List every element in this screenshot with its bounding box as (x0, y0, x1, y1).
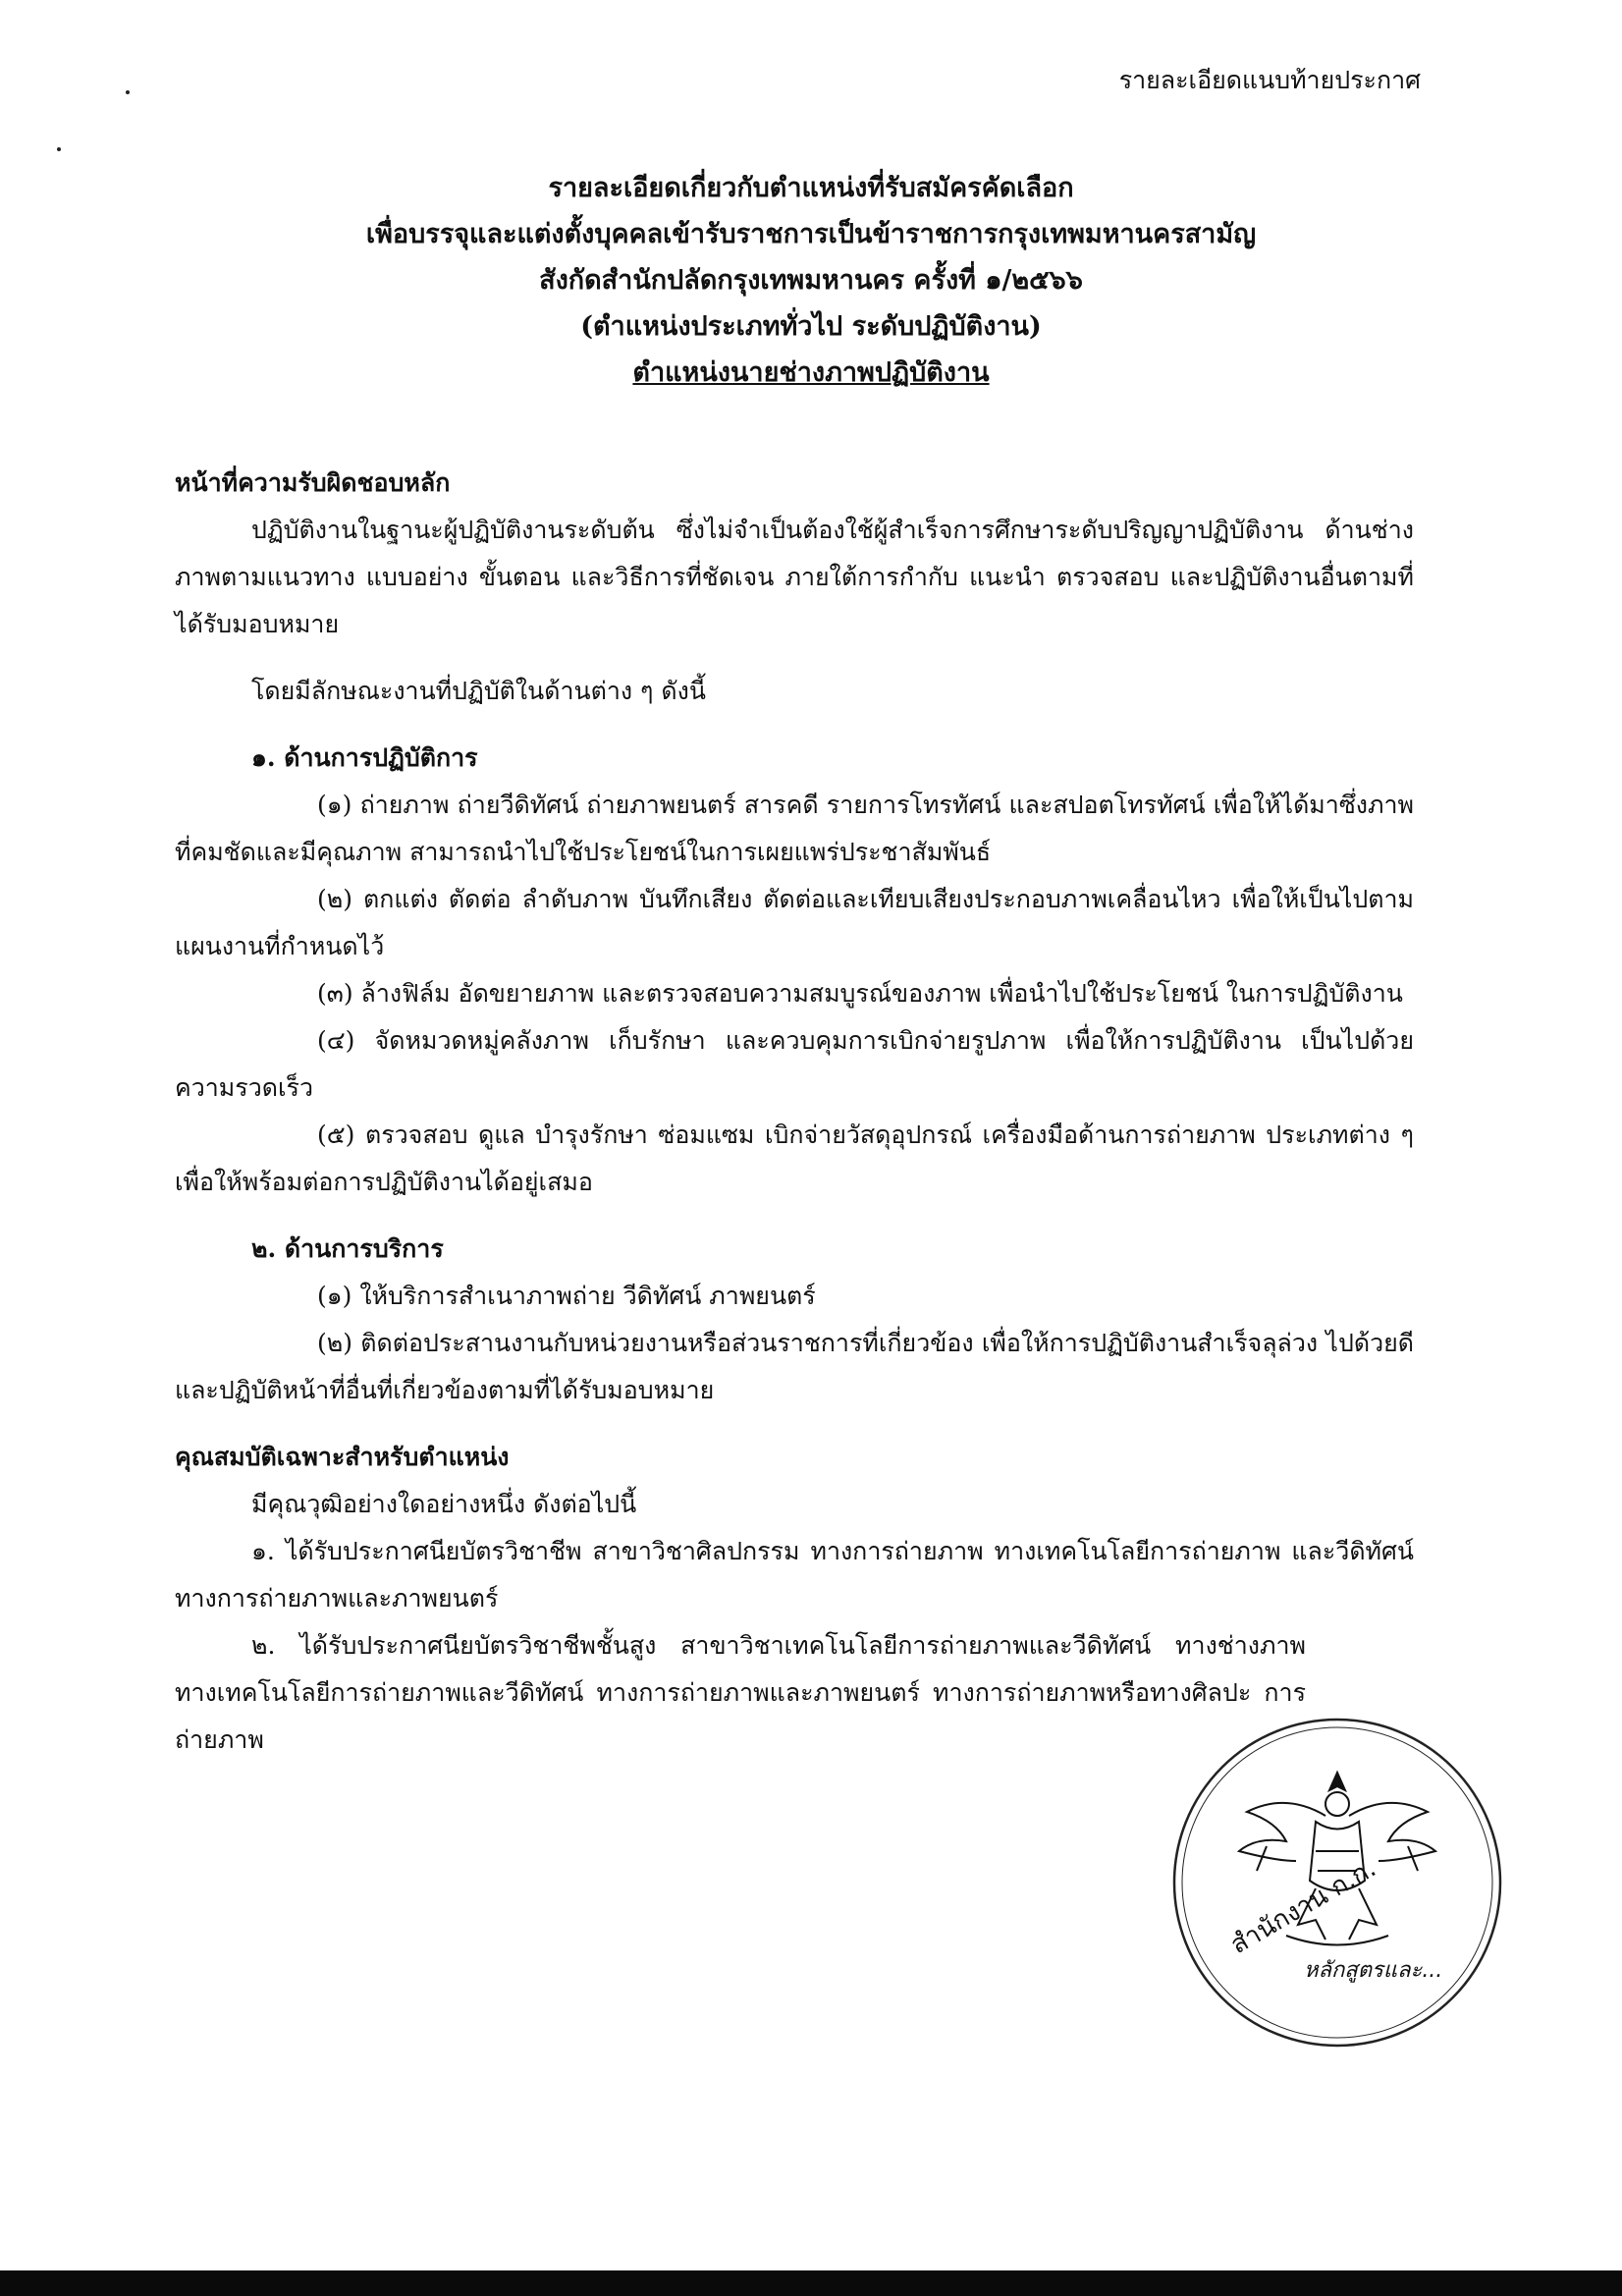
operations-item-4: (๔) จัดหมวดหมู่คลังภาพ เก็บรักษา และควบคุมการเบิกจ่ายรูปภาพ เพื่อให้การปฏิบัติงาน เป็นไปด้วยความรวดเร็ว (175, 1026, 1414, 1102)
stamp-handwritten-note: หลักสูตรและ... (1304, 1958, 1443, 1983)
attachment-note: รายละเอียดแนบท้ายประกาศ (1118, 66, 1421, 94)
service-item-1: (๑) ให้บริการสำเนาภาพถ่าย วีดิทัศน์ ภาพยนตร์ (317, 1282, 816, 1310)
duties-title: หน้าที่ความรับผิดชอบหลัก (175, 468, 451, 497)
qualification-item-2: ๒. ได้รับประกาศนียบัตรวิชาชีพชั้นสูง สาขาวิชาเทคโนโลยีการถ่ายภาพและวีดิทัศน์ ทางช่างภาพ ทางเทคโนโลยีการถ่ายภาพและวีดิทัศน์ ทางการถ่ายภาพและภาพยนตร์ ทางการถ่ายภาพหรือทางศิลปะ การถ่ายภาพ (175, 1631, 1306, 1754)
heading-line-2: เพื่อบรรจุและแต่งตั้งบุคคลเข้ารับราชการเป็นข้าราชการกรุงเทพมหานครสามัญ (365, 219, 1257, 249)
service-title: ๒. ด้านการบริการ (251, 1234, 444, 1263)
document-body (175, 460, 1414, 1764)
operations-item-3: (๓) ล้างฟิล์ม อัดขยายภาพ และตรวจสอบความสมบูรณ์ของภาพ เพื่อนำไปใช้ประโยชน์ ในการปฏิบัติงาน (317, 979, 1403, 1008)
qualifications-title: คุณสมบัติเฉพาะสำหรับตำแหน่ง (175, 1443, 510, 1471)
heading-line-3: สังกัดสำนักปลัดกรุงเทพมหานคร ครั้งที่ ๑/๒๕๖๖ (539, 265, 1083, 296)
operations-item-1: (๑) ถ่ายภาพ ถ่ายวีดิทัศน์ ถ่ายภาพยนตร์ สารคดี รายการโทรทัศน์ และสปอตโทรทัศน์ เพื่อให้ได้มาซึ่งภาพที่คมชัดและมีคุณภาพ สามารถนำไปใช้ประโยชน์ในการเผยแพร่ประชาสัมพันธ์ (175, 791, 1414, 866)
position-title: ตำแหน่งนายช่างภาพปฏิบัติงาน (632, 357, 990, 388)
qualification-item-1: ๑. ได้รับประกาศนียบัตรวิชาชีพ สาขาวิชาศิลปกรรม ทางการถ่ายภาพ ทางเทคโนโลยีการถ่ายภาพ และวีดิทัศน์ ทางการถ่ายภาพและภาพยนตร์ (175, 1537, 1414, 1613)
scan-speck (126, 90, 130, 94)
heading-line-1: รายละเอียดเกี่ยวกับตำแหน่งที่รับสมัครคัดเลือก (548, 173, 1074, 203)
heading-line-4: (ตำแหน่งประเภททั่วไป ระดับปฏิบัติงาน) (580, 311, 1042, 342)
stamp-top-arc-text: สำนักงาน ก.ก. (1225, 1853, 1381, 1961)
document-heading (0, 165, 1622, 396)
duties-lead: โดยมีลักษณะงานที่ปฏิบัติในด้านต่าง ๆ ดังนี้ (251, 677, 706, 705)
official-seal-stamp (1168, 1714, 1507, 2052)
scan-speck (57, 147, 61, 151)
service-item-2: (๒) ติดต่อประสานงานกับหน่วยงานหรือส่วนราชการที่เกี่ยวข้อง เพื่อให้การปฏิบัติงานสำเร็จลุล่วง ไปด้วยดี และปฏิบัติหน้าที่อื่นที่เกี่ยวข้องตามที่ได้รับมอบหมาย (175, 1329, 1414, 1404)
qualifications-lead: มีคุณวุฒิอย่างใดอย่างหนึ่ง ดังต่อไปนี้ (251, 1490, 637, 1518)
operations-title: ๑. ด้านการปฏิบัติการ (251, 743, 478, 772)
scan-bottom-edge (0, 2270, 1622, 2296)
operations-item-5: (๕) ตรวจสอบ ดูแล บำรุงรักษา ซ่อมแซม เบิกจ่ายวัสดุอุปกรณ์ เครื่องมือด้านการถ่ายภาพ ประเภทต่าง ๆ เพื่อให้พร้อมต่อการปฏิบัติงานได้อยู่เสมอ (175, 1121, 1414, 1196)
operations-item-2: (๒) ตกแต่ง ตัดต่อ ลำดับภาพ บันทึกเสียง ตัดต่อและเทียบเสียงประกอบภาพเคลื่อนไหว เพื่อให้เป็นไปตามแผนงานที่กำหนดไว้ (175, 885, 1414, 960)
duties-intro: ปฏิบัติงานในฐานะผู้ปฏิบัติงานระดับต้น ซึ่งไม่จำเป็นต้องใช้ผู้สำเร็จการศึกษาระดับปริญญาปฏิบัติงาน ด้านช่างภาพตามแนวทาง แบบอย่าง ขั้นตอน และวิธีการที่ชัดเจน ภายใต้การกำกับ แนะนำ ตรวจสอบ และปฏิบัติงานอื่นตามที่ได้รับมอบหมาย (175, 516, 1414, 638)
